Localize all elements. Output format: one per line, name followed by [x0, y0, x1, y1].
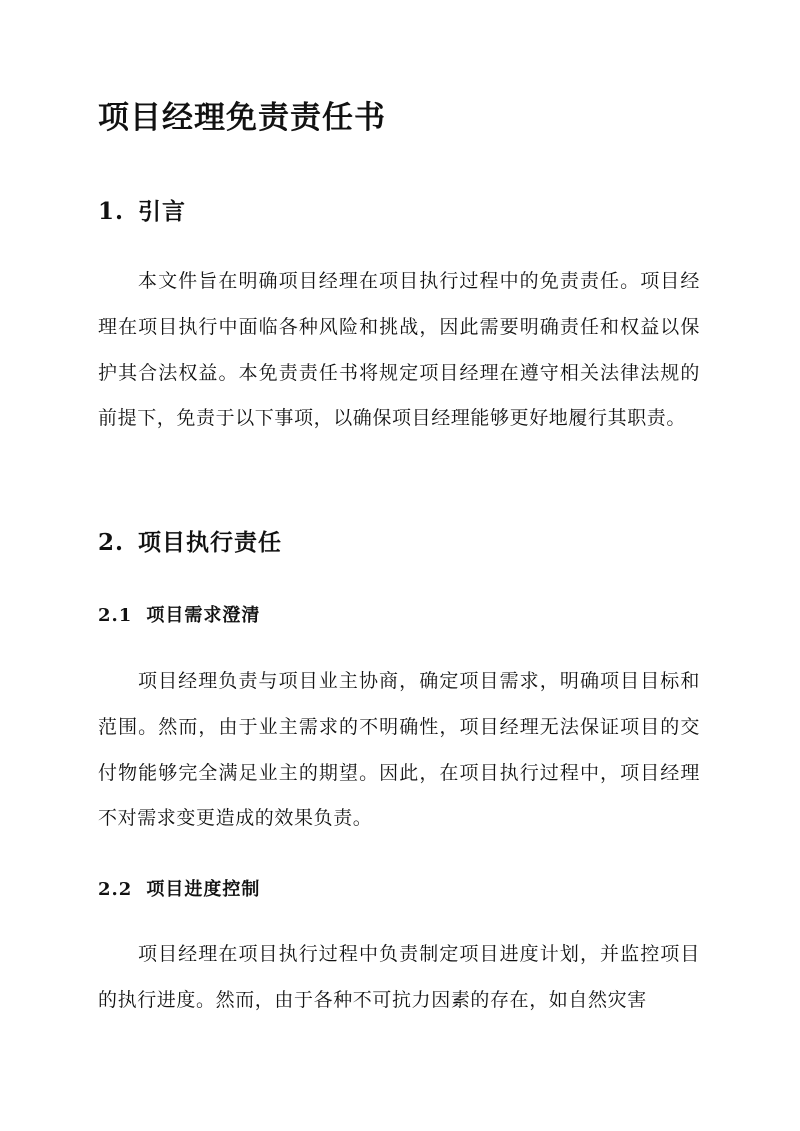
subsection-heading-schedule	[98, 876, 260, 904]
section-heading-introduction	[98, 196, 186, 228]
subsection-number: 2.2	[98, 879, 133, 900]
section-number: 2.	[98, 529, 125, 556]
section-title: 项目执行责任	[138, 529, 283, 556]
requirements-paragraph: 项目经理负责与项目业主协商，确定项目需求，明确项目目标和范围。然而，由于业主需求的不明确性，项目经理无法保证项目的交付物能够完全满足业主的期望。因此，在项目执行过程中，项目经理不对需求变更造成的效果负责。	[98, 670, 700, 830]
section-number: 1.	[98, 198, 125, 225]
section-heading-project-execution	[98, 527, 282, 559]
subsection-number: 2.1	[98, 605, 133, 626]
subsection-heading-requirements	[98, 602, 260, 630]
subsection-title: 项目进度控制	[146, 879, 261, 900]
document-title: 项目经理免责责任书	[98, 100, 386, 136]
section-title: 引言	[138, 198, 187, 225]
subsection-title: 项目需求澄清	[146, 605, 261, 626]
schedule-paragraph: 项目经理在项目执行过程中负责制定项目进度计划，并监控项目的执行进度。然而，由于各种不可抗力因素的存在，如自然灾害	[98, 943, 700, 1011]
introduction-paragraph: 本文件旨在明确项目经理在项目执行过程中的免责责任。项目经理在项目执行中面临各种风险和挑战，因此需要明确责任和权益以保护其合法权益。本免责责任书将规定项目经理在遵守相关法律法规的前提下，免责于以下事项，以确保项目经理能够更好地履行其职责。	[98, 270, 700, 430]
